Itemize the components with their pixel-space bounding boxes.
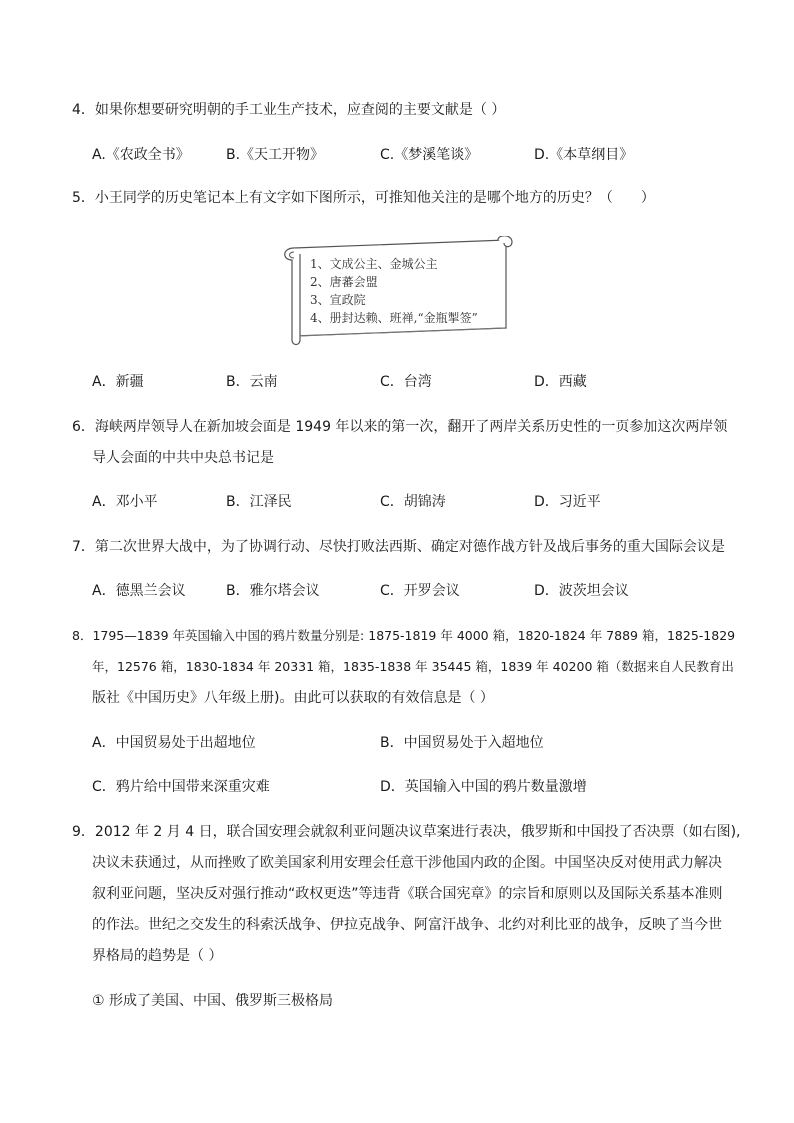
q7-option-c: C．开罗会议	[380, 583, 460, 599]
q4-option-a: A.《农政全书》	[92, 147, 190, 163]
q4-stem: 4．如果你想要研究明朝的手工业生产技术，应查阅的主要文献是（ ）	[72, 102, 506, 118]
q5-option-a: A．新疆	[92, 374, 144, 390]
q7-option-b: B．雅尔塔会议	[226, 583, 320, 599]
q6-stem-line-2: 导人会面的中共中央总书记是	[92, 450, 274, 466]
q8-option-a: A．中国贸易处于出超地位	[92, 735, 256, 751]
q9-stem-line-4: 的作法。世纪之交发生的科索沃战争、伊拉克战争、阿富汗战争、北约对利比亚的战争，反映了当今世	[92, 917, 722, 933]
q8-stem-line-2: 年，12576 箱，1830-1834 年 20331 箱，1835-1838 年 35445 箱，1839 年 40200 箱（数据来自人民教育出	[92, 659, 734, 674]
q4-option-c: C.《梦溪笔谈》	[380, 147, 479, 163]
q6-option-a: A．邓小平	[92, 494, 158, 510]
q4-option-b: B.《天工开物》	[226, 147, 325, 163]
q9-stem-line-3: 叙利亚问题，坚决反对强行推动“政权更迭”等违背《联合国宪章》的宗旨和原则以及国际关系基本准则	[92, 886, 723, 902]
q5-stem: 5．小王同学的历史笔记本上有文字如下图所示，可推知他关注的是哪个地方的历史？（ ）	[72, 190, 655, 206]
q5-option-d: D．西藏	[534, 374, 587, 390]
history-note-scroll-image	[280, 236, 516, 346]
q5-option-c: C．台湾	[380, 374, 432, 390]
q6-option-c: C．胡锦涛	[380, 494, 446, 510]
q8-option-b: B．中国贸易处于入超地位	[380, 735, 544, 751]
q4-option-d: D.《本草纲目》	[534, 147, 634, 163]
q9-item-1: ① 形成了美国、中国、俄罗斯三极格局	[92, 993, 333, 1009]
q8-stem-line-1: 8．1795—1839 年英国输入中国的鸦片数量分别是: 1875-1819 年 4000 箱，1820-1824 年 7889 箱，1825-1829	[72, 628, 736, 643]
q9-stem-line-5: 界格局的趋势是（ ）	[92, 948, 223, 964]
q8-option-c: C．鸦片给中国带来深重灾难	[92, 779, 270, 795]
scroll-item-1: 1、文成公主、金城公主	[310, 257, 438, 271]
q7-option-d: D．波茨坦会议	[534, 583, 629, 599]
q7-stem: 7．第二次世界大战中，为了协调行动、尽快打败法西斯、确定对德作战方针及战后事务的重大国际会议是	[72, 539, 725, 555]
q8-stem-line-3: 版社《中国历史》八年级上册)。由此可以获取的有效信息是（ ）	[92, 690, 494, 706]
q6-option-d: D．习近平	[534, 494, 601, 510]
q7-option-a: A．德黑兰会议	[92, 583, 186, 599]
scroll-item-3: 3、宣政院	[310, 293, 366, 307]
q5-option-b: B．云南	[226, 374, 278, 390]
q8-option-d: D．英国输入中国的鸦片数量激增	[380, 779, 587, 795]
scroll-item-2: 2、唐蕃会盟	[310, 275, 378, 289]
scroll-item-4: 4、册封达赖、班禅,“金瓶掣签”	[310, 311, 478, 325]
q6-stem-line-1: 6．海峡两岸领导人在新加坡会面是 1949 年以来的第一次，翻开了两岸关系历史性的一页参加这次两岸领	[72, 419, 728, 435]
scroll-drawing	[280, 236, 516, 346]
q9-stem-line-2: 决议未获通过，从而挫败了欧美国家利用安理会任意干涉他国内政的企图。中国坚决反对使用武力解决	[92, 855, 722, 871]
q6-option-b: B．江泽民	[226, 494, 292, 510]
q9-stem-line-1: 9．2012 年 2 月 4 日，联合国安理会就叙利亚问题决议草案进行表决，俄罗斯和中国投了否决票（如右图),	[72, 824, 741, 840]
